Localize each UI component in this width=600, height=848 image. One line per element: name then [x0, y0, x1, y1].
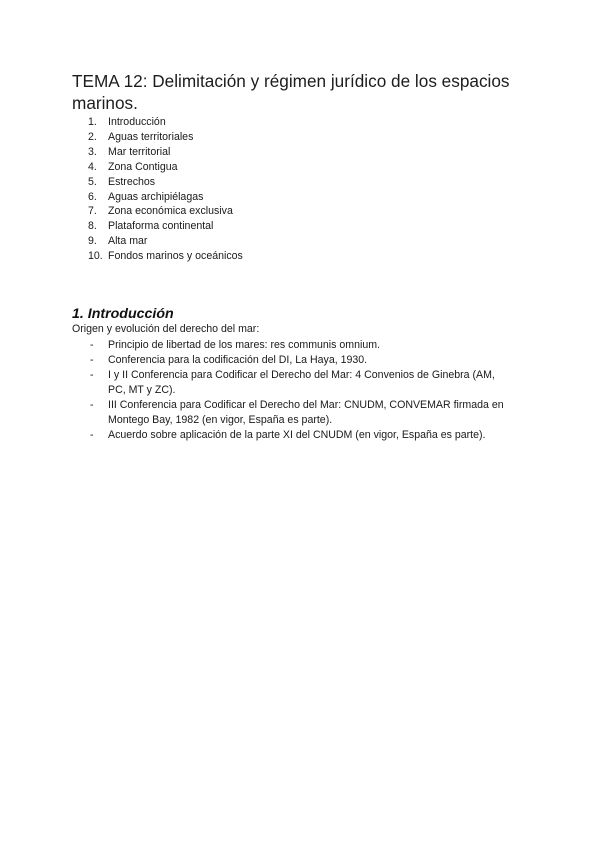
- bullet-dash: -: [90, 399, 94, 411]
- toc-item: [88, 115, 243, 130]
- list-item-text: Principio de libertad de los mares: res communis omnium.: [108, 339, 381, 351]
- toc-item: [88, 204, 243, 219]
- bullet-dash: -: [90, 339, 94, 351]
- toc-item-number: 4.: [88, 160, 97, 173]
- bullet-dash: -: [90, 369, 94, 381]
- toc-item-label: Aguas territoriales: [108, 130, 194, 143]
- list-item: [88, 398, 508, 428]
- document-title: TEMA 12: Delimitación y régimen jurídico de los espacios marinos.: [72, 71, 510, 113]
- toc-item-number: 7.: [88, 205, 97, 218]
- toc-item: [88, 234, 243, 249]
- section-intro-text: Origen y evolución del derecho del mar:: [72, 323, 260, 335]
- toc-item: [88, 175, 243, 190]
- toc-item-label: Alta mar: [108, 235, 148, 248]
- toc-item: [88, 145, 243, 160]
- toc-item-label: Mar territorial: [108, 145, 171, 158]
- toc-item: [88, 190, 243, 205]
- toc-item-number: 5.: [88, 175, 97, 188]
- list-item: [88, 368, 508, 398]
- toc-item-label: Plataforma continental: [108, 220, 214, 233]
- toc-item: [88, 160, 243, 175]
- list-item-text: Conferencia para la codificación del DI, La Haya, 1930.: [108, 354, 368, 366]
- list-item-text: I y II Conferencia para Codificar el Derecho del Mar: 4 Convenios de Ginebra (AM, PC, MT y ZC).: [108, 369, 495, 396]
- toc-item-label: Zona Contigua: [108, 160, 178, 173]
- list-item: [88, 428, 508, 443]
- toc-item-label: Fondos marinos y oceánicos: [108, 250, 243, 263]
- toc-item-number: 1.: [88, 116, 97, 128]
- list-item-text: Acuerdo sobre aplicación de la parte XI del CNUDM (en vigor, España es parte).: [108, 429, 486, 441]
- bullet-dash: -: [90, 429, 94, 441]
- toc-item-number: 10.: [88, 250, 103, 263]
- toc-item-number: 8.: [88, 220, 97, 233]
- list-item: [88, 338, 508, 353]
- toc-item-number: 3.: [88, 145, 97, 158]
- table-of-contents: [88, 115, 243, 264]
- toc-item: [88, 219, 243, 234]
- list-item-text: III Conferencia para Codificar el Derecho del Mar: CNUDM, CONVEMAR firmada en Montego Bay, 1982 (en vigor, España es parte).: [108, 399, 504, 426]
- toc-item: [88, 249, 243, 264]
- list-item: [88, 353, 508, 368]
- bullet-dash: -: [90, 354, 94, 366]
- bullet-list: [88, 338, 508, 443]
- toc-item-label: Aguas archipiélagas: [108, 190, 204, 203]
- toc-item-label: Introducción: [108, 116, 166, 128]
- section-heading: 1. Introducción: [72, 306, 174, 322]
- toc-item-number: 9.: [88, 235, 97, 248]
- toc-item: [88, 130, 243, 145]
- toc-item-number: 2.: [88, 130, 97, 143]
- toc-item-label: Zona económica exclusiva: [108, 205, 233, 218]
- toc-item-number: 6.: [88, 190, 97, 203]
- toc-item-label: Estrechos: [108, 175, 156, 188]
